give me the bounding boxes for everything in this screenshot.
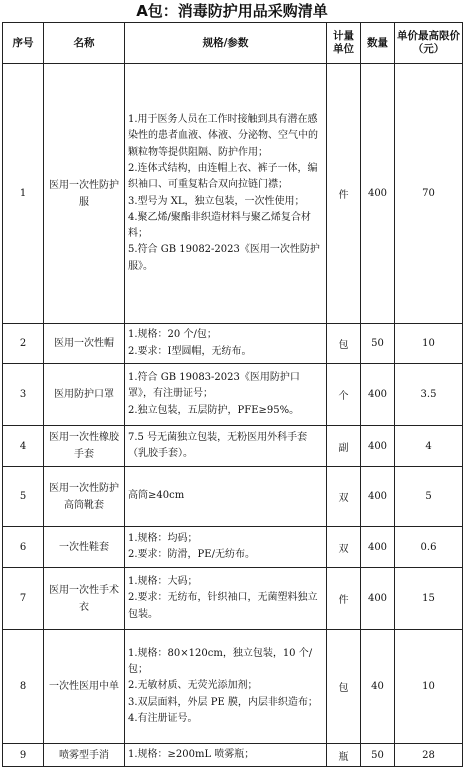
cell-price: 15 (395, 568, 463, 630)
cell-name: 医用一次性橡胶手套 (44, 426, 125, 467)
cell-no: 8 (3, 630, 44, 744)
cell-name: 医用一次性帽 (44, 324, 125, 364)
document-title: A包：消毒防护用品采购清单 (136, 2, 328, 20)
cell-no: 7 (3, 568, 44, 630)
cell-no: 4 (3, 426, 44, 467)
table-row (3, 630, 463, 744)
cell-name: 喷雾型手消 (44, 744, 125, 767)
cell-spec (125, 364, 327, 426)
cell-unit: 件 (327, 568, 361, 630)
cell-price: 70 (395, 64, 463, 324)
header-unit: 计量单位 (327, 23, 361, 64)
cell-spec (125, 744, 327, 767)
table-row (3, 568, 463, 630)
cell-price: 0.6 (395, 527, 463, 568)
spec-line: 3.型号为 XL，独立包装，一次性使用； (128, 195, 305, 207)
spec-line: 1.用于医务人员在工作时接触到具有潜在感染性的患者血液、体液、分泌物、空气中的颗粒物等提供阻隔、防护作用； (128, 114, 318, 158)
cell-qty: 400 (361, 64, 395, 324)
table-row (3, 426, 463, 467)
cell-qty: 400 (361, 364, 395, 426)
spec-line: 2.要求：Ⅰ型圆帽，无纺布。 (128, 345, 252, 357)
spec-line: 1.规格：80×120cm，独立包装，10 个/包； (128, 647, 313, 676)
cell-qty: 400 (361, 467, 395, 527)
spec-line: 3.双层面料，外层 PE 膜，内层非织造布； (128, 696, 318, 708)
cell-no: 5 (3, 467, 44, 527)
spec-line: 2.连体式结构，由连帽上衣、裤子一体，编织袖口、可重复粘合双向拉链门襟； (128, 162, 318, 191)
cell-qty: 400 (361, 426, 395, 467)
spec-line: 1.符合 GB 19083-2023《医用防护口罩》，有注册证号； (128, 372, 300, 400)
spec-line: 2.独立包装，五层防护，PFE≥95%。 (128, 404, 300, 416)
spec-line: 1.规格：≥200mL 喷雾瓶； (128, 749, 255, 760)
cell-unit: 双 (327, 467, 361, 527)
header-row (3, 23, 463, 64)
cell-price: 3.5 (395, 364, 463, 426)
header-no: 序号 (3, 23, 44, 64)
cell-qty: 400 (361, 527, 395, 568)
cell-no: 9 (3, 744, 44, 767)
cell-unit: 双 (327, 527, 361, 568)
cell-unit: 副 (327, 426, 361, 467)
header-price: 单价最高限价（元） (395, 23, 463, 64)
cell-spec (125, 630, 327, 744)
cell-no: 1 (3, 64, 44, 324)
cell-unit: 件 (327, 64, 361, 324)
cell-spec (125, 568, 327, 630)
cell-spec (125, 64, 327, 324)
spec-line: 5.符合 GB 19082-2023《医用一次性防护服》。 (128, 244, 320, 272)
table-row (3, 364, 463, 426)
cell-unit: 个 (327, 364, 361, 426)
spec-line: 4.有注册证号。 (128, 712, 198, 724)
cell-unit: 包 (327, 630, 361, 744)
cell-no: 6 (3, 527, 44, 568)
spec-line: 1.规格：20 个/包； (128, 329, 217, 341)
spec-line: 2.无敏材质、无荧光添加剂； (128, 680, 258, 692)
header-name: 名称 (44, 23, 125, 64)
header-spec: 规格/参数 (125, 23, 327, 64)
table-row (3, 324, 463, 364)
procurement-table (2, 22, 463, 767)
table-row (3, 744, 463, 767)
table-row (3, 527, 463, 568)
cell-name: 医用一次性防护服 (44, 64, 125, 324)
table-row (3, 467, 463, 527)
spec-line: 1.规格：均码； (128, 532, 198, 544)
header-qty: 数量 (361, 23, 395, 64)
table-row (3, 64, 463, 324)
cell-price: 28 (395, 744, 463, 767)
cell-qty: 40 (361, 630, 395, 744)
cell-spec (125, 324, 327, 364)
spec-line: 1.规格：大码； (128, 576, 198, 588)
spec-line: 2.要求：无纺布，针织袖口，无菌塑料独立包装。 (128, 592, 318, 620)
cell-qty: 50 (361, 744, 395, 767)
cell-price: 5 (395, 467, 463, 527)
cell-name: 一次性鞋套 (44, 527, 125, 568)
cell-spec (125, 426, 327, 467)
cell-unit: 包 (327, 324, 361, 364)
cell-name: 医用一次性防护高筒靴套 (44, 467, 125, 527)
cell-spec (125, 527, 327, 568)
spec-line: 7.5 号无菌独立包装，无粉医用外科手套（乳胶手套）。 (128, 431, 308, 459)
cell-name: 一次性医用中单 (44, 630, 125, 744)
cell-no: 2 (3, 324, 44, 364)
spec-line: 4.聚乙烯/聚酯非织造材料与聚乙烯复合材料； (128, 211, 311, 240)
cell-unit: 瓶 (327, 744, 361, 767)
cell-name: 医用防护口罩 (44, 364, 125, 426)
spec-line: 2.要求：防滑，PE/无纺布。 (128, 549, 255, 560)
spec-line: 高筒≥40cm (128, 490, 185, 502)
cell-price: 4 (395, 426, 463, 467)
cell-qty: 50 (361, 324, 395, 364)
cell-price: 10 (395, 630, 463, 744)
cell-price: 10 (395, 324, 463, 364)
cell-no: 3 (3, 364, 44, 426)
cell-name: 医用一次性手术衣 (44, 568, 125, 630)
cell-spec (125, 467, 327, 527)
cell-qty: 400 (361, 568, 395, 630)
